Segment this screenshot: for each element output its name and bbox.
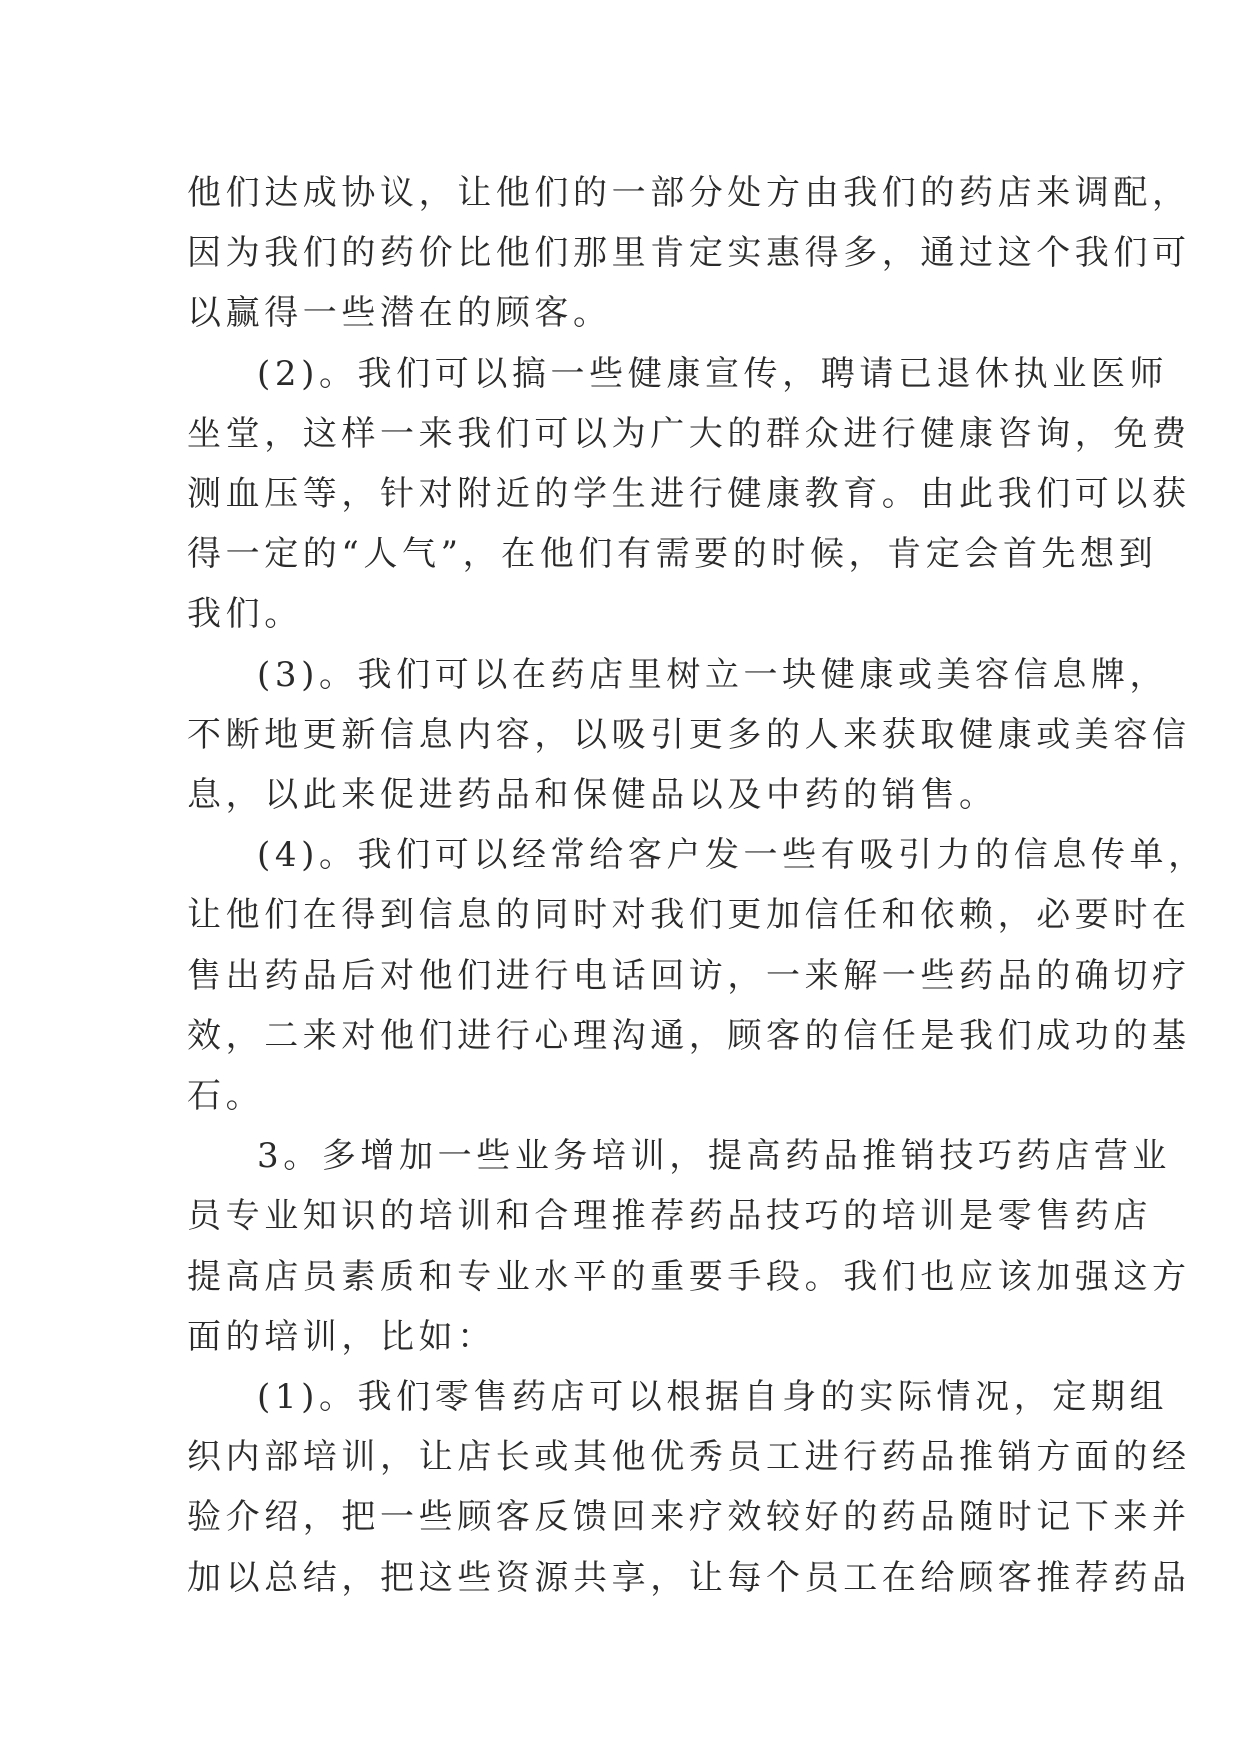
- text-line: 让他们在得到信息的同时对我们更加信任和依赖，必要时在: [187, 895, 1191, 936]
- text-line: 息，以此来促进药品和保健品以及中药的销售。: [187, 775, 998, 816]
- text-line: 3。多增加一些业务培训，提高药品推销技巧药店营业: [257, 1136, 1172, 1177]
- text-line: (4)。我们可以经常给客户发一些有吸引力的信息传单，: [257, 835, 1207, 876]
- text-line: 加以总结，把这些资源共享，让每个员工在给顾客推荐药品: [187, 1557, 1191, 1598]
- paragraph: [187, 344, 1191, 645]
- text-line: (3)。我们可以在药店里树立一块健康或美容信息牌，: [257, 654, 1169, 695]
- text-line: 员专业知识的培训和合理推荐药品技巧的培训是零售药店: [187, 1196, 1152, 1237]
- text-line: 我们。: [187, 594, 303, 635]
- text-line: 验介绍，把一些顾客反馈回来疗效较好的药品随时记下来并: [187, 1497, 1191, 1538]
- text-line: 售出药品后对他们进行电话回访，一来解一些药品的确切疗: [187, 955, 1191, 996]
- text-line: 面的培训，比如：: [187, 1316, 496, 1357]
- text-line: 因为我们的药价比他们那里肯定实惠得多，通过这个我们可: [187, 233, 1191, 274]
- paragraph: [187, 1126, 1191, 1367]
- text-line: 坐堂，这样一来我们可以为广大的群众进行健康咨询，免费: [187, 413, 1191, 454]
- text-line: 他们达成协议，让他们的一部分处方由我们的药店来调配，: [187, 173, 1191, 213]
- paragraph: [187, 825, 1207, 1126]
- text-line: 得一定的“人气”，在他们有需要的时候，肯定会首先想到: [187, 534, 1158, 575]
- paragraph: [187, 645, 1191, 826]
- text-line: (2)。我们可以搞一些健康宣传，聘请已退休执业医师: [257, 353, 1169, 394]
- text-line: 以赢得一些潜在的顾客。: [187, 293, 612, 334]
- paragraph: [187, 1367, 1191, 1608]
- text-line: 不断地更新信息内容，以吸引更多的人来获取健康或美容信: [187, 714, 1191, 755]
- text-line: 织内部培训，让店长或其他优秀员工进行药品推销方面的经: [187, 1437, 1191, 1478]
- document-body: [187, 163, 1207, 1608]
- text-line: 效，二来对他们进行心理沟通，顾客的信任是我们成功的基: [187, 1015, 1191, 1056]
- paragraph: [187, 163, 1191, 344]
- text-line: 测血压等，针对附近的学生进行健康教育。由此我们可以获: [187, 474, 1191, 515]
- text-line: 提高店员素质和专业水平的重要手段。我们也应该加强这方: [187, 1256, 1191, 1297]
- text-line: (1)。我们零售药店可以根据自身的实际情况，定期组: [257, 1377, 1169, 1418]
- text-line: 石。: [187, 1076, 265, 1117]
